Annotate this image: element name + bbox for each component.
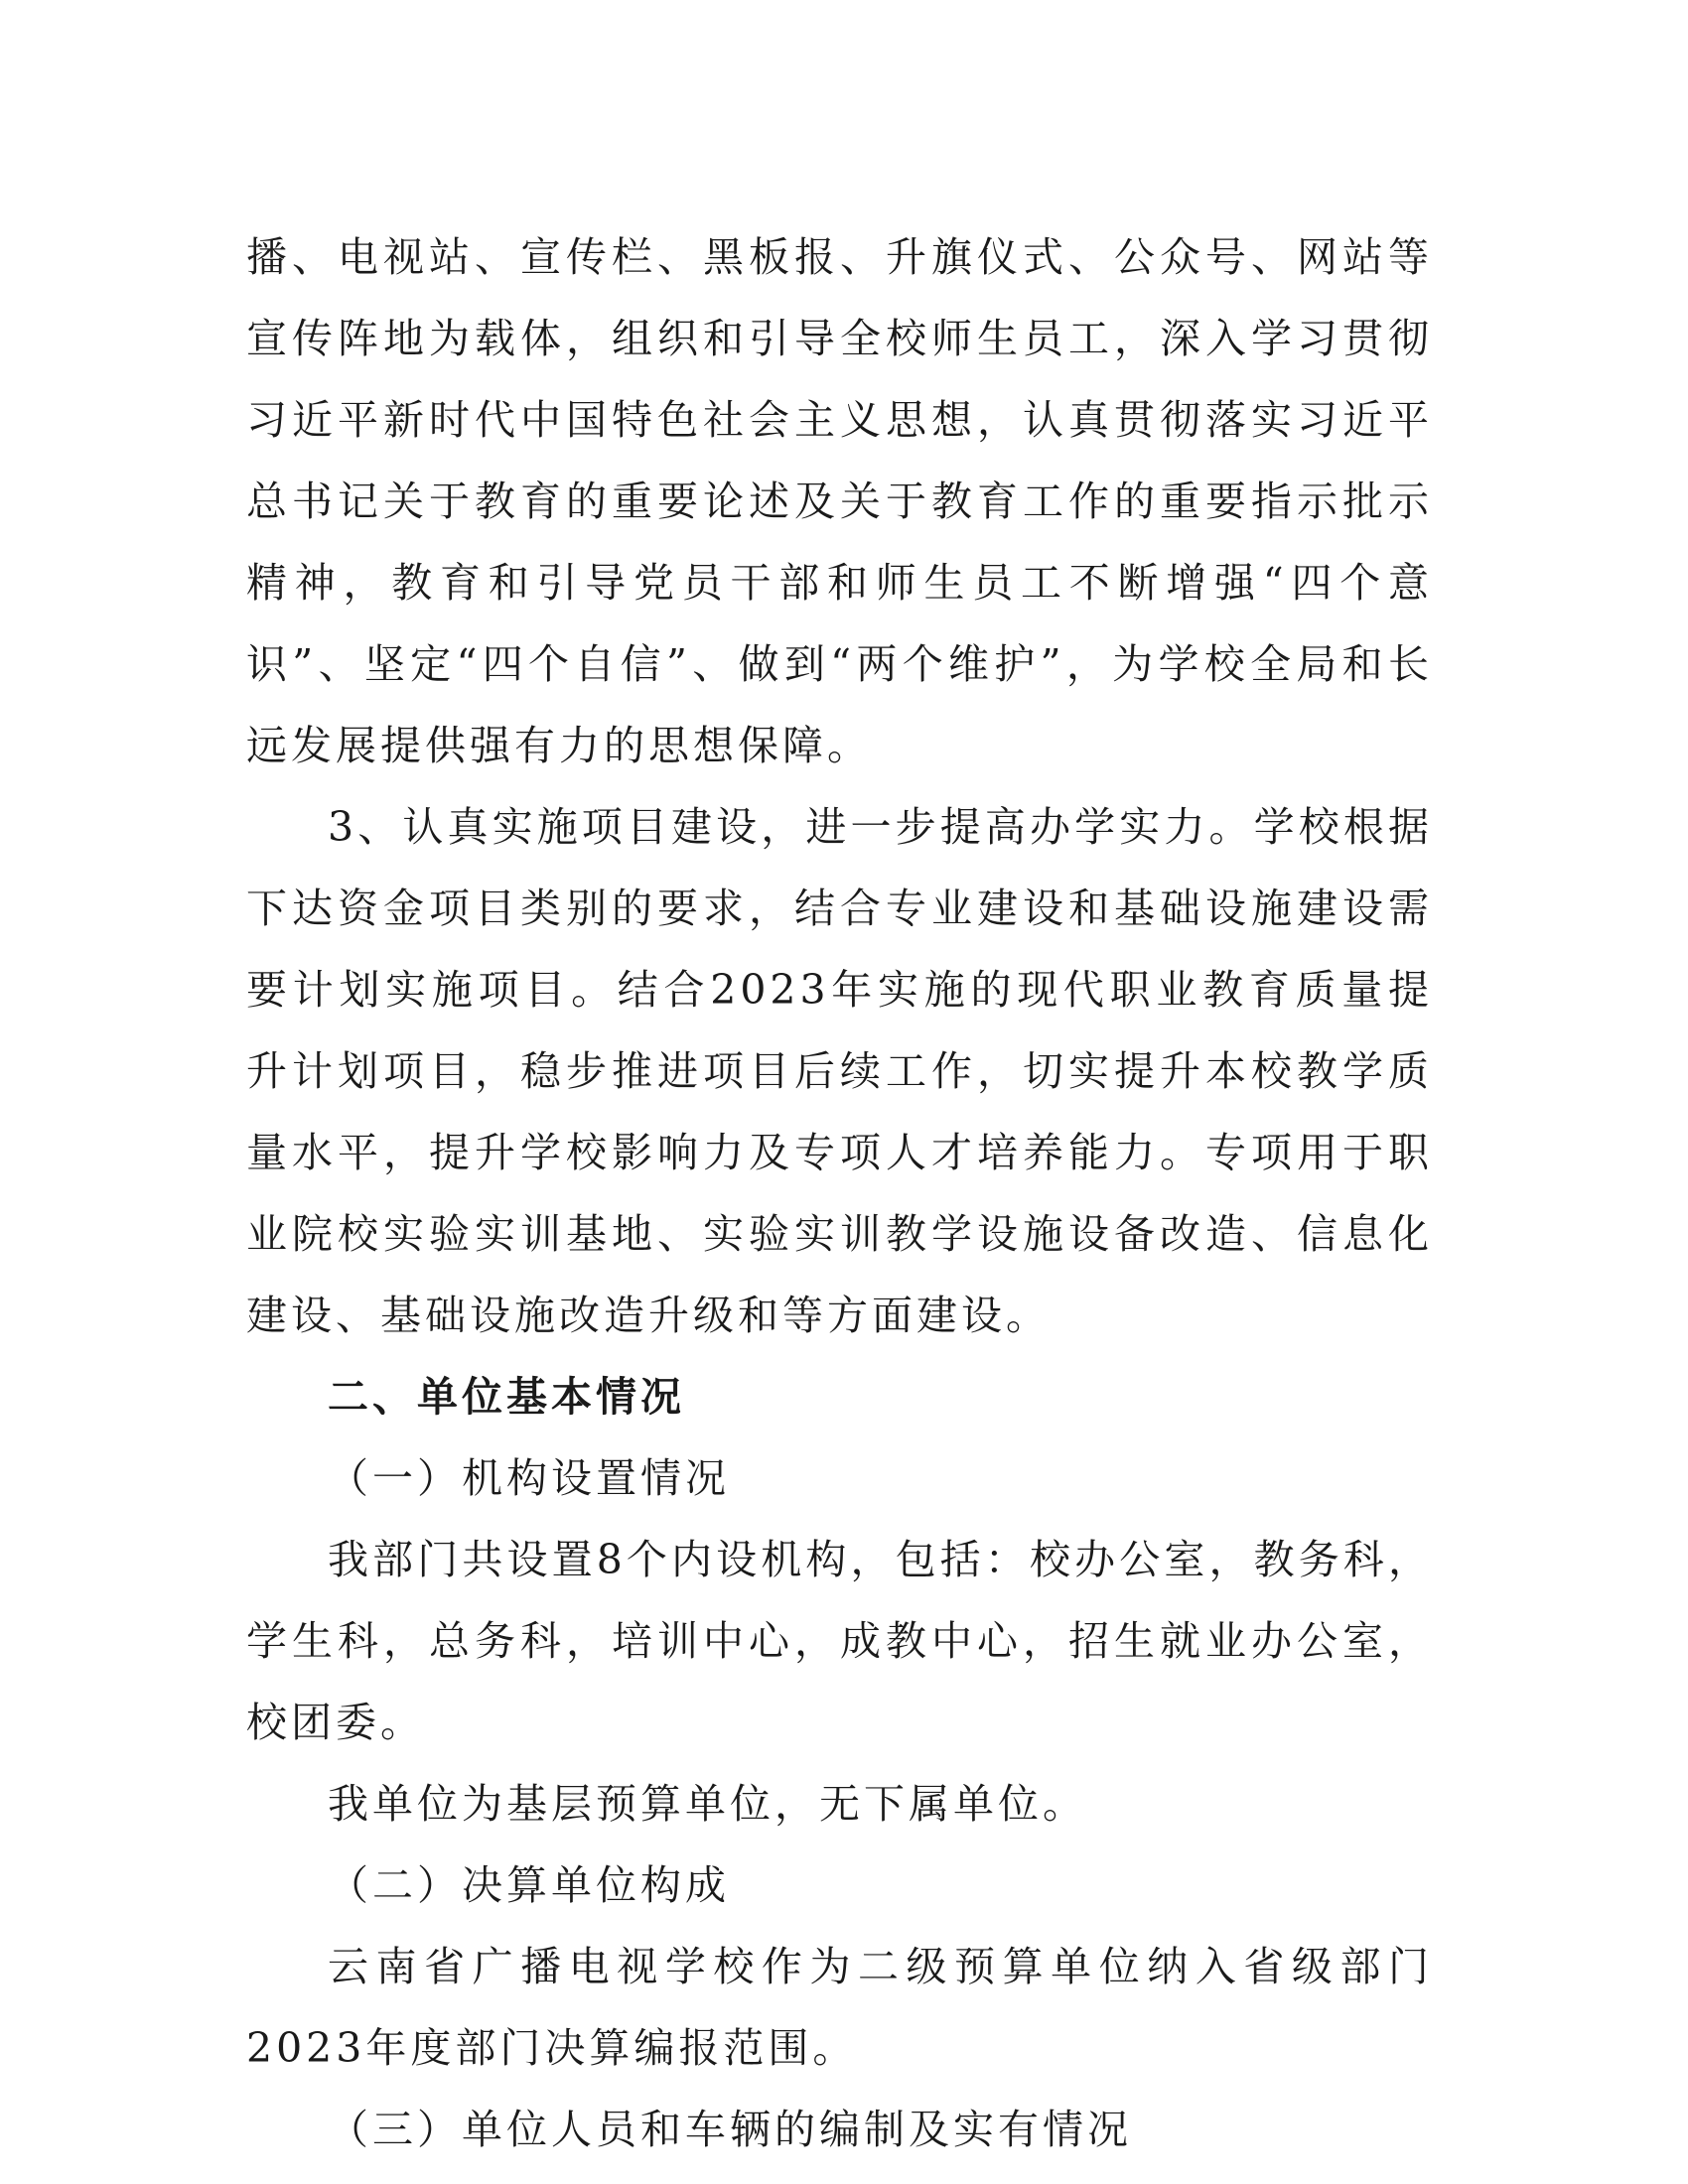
paragraph-internal-departments: 我部门共设置8个内设机构，包括：校办公室，教务科，学生科，总务科，培训中心，成教中心，招生就业办公室，校团委。: [246, 1536, 1433, 1746]
subheading-staff-and-vehicles: （三）单位人员和车辆的编制及实有情况: [328, 2106, 1132, 2153]
document-page: [246, 216, 1433, 2170]
paragraph-final-accounts-scope: 云南省广播电视学校作为二级预算单位纳入省级部门2023年度部门决算编报范围。: [246, 1943, 1433, 2072]
section-heading-basic-info: 二、单位基本情况: [328, 1373, 685, 1421]
paragraph-budget-unit: 我单位为基层预算单位，无下属单位。: [328, 1780, 1087, 1828]
subheading-organization: （一）机构设置情况: [328, 1454, 730, 1502]
subheading-final-accounts-composition: （二）决算单位构成: [328, 1861, 730, 1909]
paragraph-propaganda-continued: 播、电视站、宣传栏、黑板报、升旗仪式、公众号、网站等宣传阵地为载体，组织和引导全校师生员工，深入学习贯彻习近平新时代中国特色社会主义思想，认真贯彻落实习近平总书记关于教育的重要论述及关于教育工作的重要指示批示精神，教育和引导党员干部和师生员工不断增强“四个意识”、坚定“四个自信”、做到“两个维护”，为学校全局和长远发展提供强有力的思想保障。: [246, 233, 1433, 769]
paragraph-project-construction: 3、认真实施项目建设，进一步提高办学实力。学校根据下达资金项目类别的要求，结合专业建设和基础设施建设需要计划实施项目。结合2023年实施的现代职业教育质量提升计划项目，稳步推进项目后续工作，切实提升本校教学质量水平，提升学校影响力及专项人才培养能力。专项用于职业院校实验实训基地、实验实训教学设施设备改造、信息化建设、基础设施改造升级和等方面建设。: [246, 803, 1433, 1339]
